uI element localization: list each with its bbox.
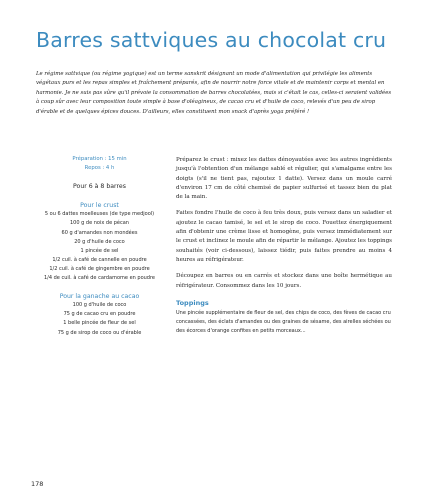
servings: Pour 6 à 8 barres — [73, 183, 126, 191]
instruction-step-2: Faites fondre l'huile de coco à feu très doux, puis versez dans un saladier et ajoutez le cacao tamisé, le sel et le sirop de coco. Fouettez énergiquement afin d'obtenir une crème lisse et homogène, puis versez immédiatement sur le crust et inclinez le moule afin de répartir le mélange. Ajoutez les toppings souhaités (voir ci-dessous), laissez tiédir, puis faites prendre au moins 4 heures au réfrigérateur. — [176, 210, 392, 263]
ingredient-item: 5 ou 6 dattes moelleuses (de type medjool) — [44, 211, 155, 218]
ingredient-item: 1 pincée de sel — [80, 247, 119, 254]
ingredient-item: 100 g d'huile de coco — [72, 302, 127, 309]
ingredient-item: 1/2 cuil. à café de gingembre en poudre — [49, 265, 150, 272]
ingredient-item: 1/2 cuil. à café de cannelle en poudre — [52, 256, 147, 263]
ingredient-item: 75 g de sirop de coco ou d'érable — [57, 329, 142, 336]
toppings-title: Toppings — [176, 298, 209, 307]
page-number: 178 — [31, 480, 44, 488]
intro-paragraph: Le régime sattvique (ou régime yogique) est un terme sanskrit désignant un mode d'alimentation qui privilégie les aliments végétaux purs et les repas simples et fraîchement préparés, afin de nourrir notre force vitale et de maintenir corps et mental en harmonie. Je ne suis pas sûre qu'il prévoie la consommation de barres chocolatées, mais si c'était le cas, celles-ci seraient validées à coup sûr avec leur composition toute simple à base d'oléagineux, de cacao cru et d'huile de coco, relevés d'un peu de sirop d'érable et de quelques épices douces. D'ailleurs, elles constituent mon snack d'après yoga préféré ! — [36, 71, 392, 115]
page-title: Barres sattviques au chocolat cru — [36, 28, 387, 52]
ingredient-item: 1/4 de cuil. à café de cardamome en poudre — [44, 275, 155, 282]
ingredient-item: 100 g de noix de pécan — [70, 220, 129, 227]
instruction-step-3: Découpez en barres ou en carrés et stockez dans une boîte hermétique au réfrigérateur. Consommez dans les 10 jours. — [176, 273, 392, 289]
toppings-text: Une pincée supplémentaire de fleur de sel, des chips de coco, des fèves de cacao cru concassées, des éclats d'amandes ou des graines de sésame, des airelles séchées ou des écorces d'orange confites en petits morceaux... — [176, 309, 391, 335]
ganache-title: Pour la ganache au cacao — [59, 293, 140, 301]
rest-time: Repos : 4 h — [84, 165, 115, 172]
ingredients-sidebar — [32, 155, 167, 338]
instructions-column — [176, 156, 392, 343]
crust-title: Pour le crust — [80, 202, 119, 210]
ingredient-item: 20 g d'huile de coco — [74, 238, 125, 245]
ingredient-item: 60 g d'amandes non mondées — [61, 229, 138, 236]
prep-time: Préparation : 15 min — [72, 156, 127, 162]
ingredient-item: 75 g de cacao cru en poudre — [63, 311, 136, 318]
instruction-step-1: Préparez le crust : mixez les dattes dénoyautées avec les autres ingrédients jusqu'à l'obtention d'un mélange sablé et régulier, qui s'amalgame entre les doigts (s'il ne tient pas, rajoutez 1 datte). Versez dans un moule carré d'environ 17 cm de côté chemisé de papier sulfurisé et tassez bien du plat de la main. — [176, 157, 392, 201]
ingredient-item: 1 belle pincée de fleur de sel — [63, 320, 136, 327]
